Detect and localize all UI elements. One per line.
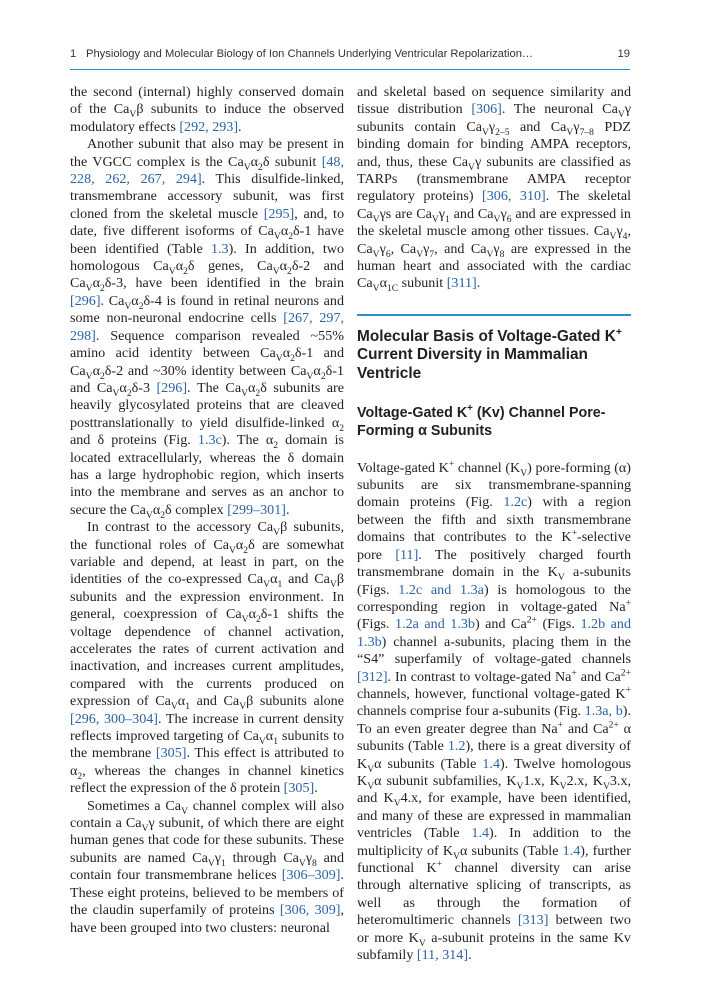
paragraph: Voltage-gated K+ channel $(K_V)$ pore-forming (α) subunits are six transmembrane-spanning domain proteins (Fig. 1.2c) with a region between the fifth and sixth transmembrane domains that contributes to the K+-selective pore [11]. The positively charged fourth transmembrane domain in the $K_V$ a-subunits (Figs. 1.2c and 1.3a) is homologous to the corresponding region in voltage-gated Na+ (Figs. 1.2a and 1.3b) and $Ca^{2+}$ (Figs. 1.2b and 1.3b) channel a-subunits, placing them in the “S4” superfamily of voltage-gated channels [312]. In contrast to voltage-gated Na+ and $Ca^{2+}$ channels, however, functional voltage-gated K+ channels comprise four a-subunits (Fig. 1.3a, b). To an even greater degree than Na+ and $Ca^{2+}$ α subunits (Table 1.2), there is a great diversity of $K_V\alpha$ subunits (Table 1.4). Twelve homologous $K_V\alpha$ subunit subfamilies, $K_V1.x$, $K_V2.x$, $K_V3.x$, and $K_V4.x$, for example, have been identified, and many of these are expressed in mammalian ventricles (Table 1.4). In addition to the multiplicity of $K_V\alpha$ subunits (Table 1.4), further functional K+ channel diversity can arise through alternative splicing of transcripts, as well as through the formation of heteromultimeric channels [313] between two or more $K_V$ a-subunit proteins in the same Kv subfamily [11, 314]. (357, 457, 632, 964)
paragraph: Sometimes a $Ca_V$ channel complex will also contain a $Ca_V\gamma$ subunit, of which there are eight human genes that code for these subunits. These subunits are named $Ca_V\gamma_1$ through $Ca_V\gamma_8$ and contain four transmembrane helices [306–309]. These eight proteins, believed to be members of the claudin superfamily of proteins [306, 309], have been grouped into two clusters: neuronal (70, 797, 344, 936)
chapter-number: 1 (70, 48, 77, 60)
paragraph: Another subunit that also may be present in the VGCC complex is the $Ca_V\alpha_2\delta$ subunit [48, 228, 262, 267, 294]. This disulfide-linked, transmembrane accessory subunit, was first cloned from the skeletal muscle [295], and, to date, five different isoforms of $Ca_V\alpha_2\delta-1$ have been identified (Table 1.3). In addition, two homologous $Ca_V\alpha_2\delta$ genes, $Ca_V\alpha_2\delta-2$ and $Ca_V\alpha_2\delta-3$, have been identified in the brain [296]. $Ca_V\alpha_2\delta-4$ is found in retinal neurons and some non-neuronal endocrine cells [267, 297, 298]. Sequence comparison revealed ~55% amino acid identity between $Ca_V\alpha_2\delta-1$ and $Ca_V\alpha_2\delta-2$ and ~30% identity between $Ca_V\alpha_2\delta-1$ and $Ca_V\alpha_2\delta-3$ [296]. The $Ca_V\alpha_2\delta$ subunits are heavily glycosylated proteins that are cleaved posttranslationally to yield disulfide-linked $\alpha_2$ and δ proteins (Fig. 1.3c). The $\alpha_2$ domain is located extracellularly, whereas the δ domain has a large hydrophobic region, which inserts into the membrane and serves as an anchor to secure the $Ca_V\alpha_2\delta$ complex [299–301]. (70, 136, 345, 521)
right-column (357, 84, 631, 964)
paragraph: In contrast to the accessory $Ca_V\beta$ subunits, the functional roles of $Ca_V\alpha_2\delta$ are somewhat variable and depend, at least in part, on the identities of the co-expressed $Ca_V\alpha_1$ and $Ca_V\beta$ subunits and the expression environment. In general, coexpression of $Ca_V\alpha_2\delta-1$ shifts the voltage dependence of channel activation, accelerates the rates of current activation and inactivation, and increases current amplitudes, compared with the currents produced on expression of $Ca_V\alpha_1$ and $Ca_V\beta$ subunits alone [296, 300–304]. The increase in current density reflects improved targeting of $Ca_V\alpha_1$ subunits to the membrane [305]. This effect is attributed to $\alpha_2$, whereas the changes in channel kinetics reflect the expression of the δ protein [305]. (70, 519, 345, 797)
page-number: 19 (617, 48, 630, 60)
section-rule (357, 314, 631, 316)
running-head (70, 46, 630, 66)
paragraph: and skeletal based on sequence similarity and tissue distribution [306]. The neuronal $Ca_V\gamma$ subunits contain $Ca_V\gamma_{2-5}$ and $Ca_V\gamma_{7-8}$ PDZ binding domain for binding AMPA receptors, and, thus, these $Ca_V\gamma$ subunits are classified as TARPs (transmembrane AMPA receptor regulatory proteins) [306, 310]. The skeletal $Ca_V\gamma s$ are $Ca_V\gamma_1$ and $Ca_V\gamma_6$ and are expressed in the skeletal muscle among other tissues. $Ca_V\gamma_4$, $Ca_V\gamma_6$, $Ca_V\gamma_7$, and $Ca_V\gamma_8$ are expressed in the human heart and associated with the cardiac $Ca_V\alpha_{1C}$ subunit [311]. (357, 84, 632, 295)
paragraph: the second (internal) highly conserved domain of the $Ca_V\beta$ subunits to induce the observed modulatory effects [292, 293]. (70, 84, 344, 135)
left-column (70, 84, 344, 937)
section-heading: Molecular Basis of Voltage-Gated K+ Current Diversity in Mammalian Ventricle (357, 326, 622, 383)
subsection-heading: Voltage-Gated K+ (Kv) Channel Pore-Forming α Subunits (357, 402, 606, 439)
header-rule (70, 69, 630, 70)
running-head-title: Physiology and Molecular Biology of Ion Channels Underlying Ventricular Repolarization… (86, 48, 534, 60)
